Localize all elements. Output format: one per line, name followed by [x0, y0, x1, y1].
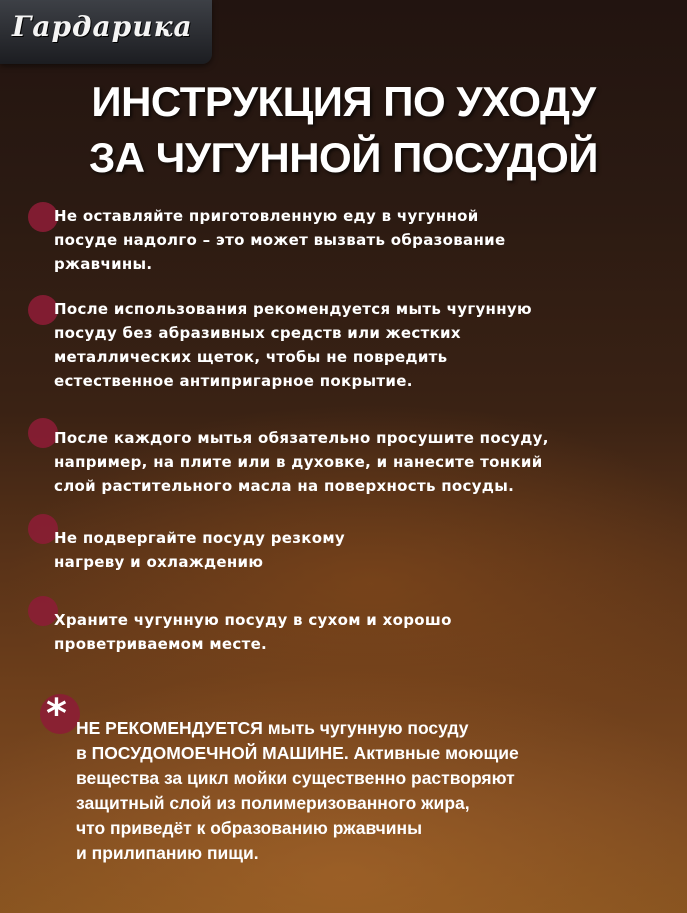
care-tip-line: например, на плите или в духовке, и нанесите тонкий: [54, 453, 543, 471]
dishwasher-warning: [76, 716, 676, 866]
warning-line: что приведёт к образованию ржавчины: [76, 818, 423, 838]
care-tip-line: слой растительного масла на поверхность посуды.: [54, 477, 515, 495]
brand-logo-text: Гардарика: [12, 10, 193, 43]
care-tip-line: После каждого мытья обязательно просушите посуду,: [54, 429, 549, 447]
page-title-line-1: ИНСТРУКЦИЯ ПО УХОДУ: [91, 78, 596, 125]
warning-line: вещества за цикл мойки существенно растворяют: [76, 768, 515, 788]
page-title-line-2: ЗА ЧУГУННОЙ ПОСУДОЙ: [89, 134, 598, 181]
care-tip-line: Не оставляйте приготовленную еду в чугунной: [54, 207, 479, 225]
care-tip-line: проветриваемом месте.: [54, 635, 268, 653]
care-tip-line: Не подвергайте посуду резкому: [54, 529, 345, 547]
care-tip: [54, 426, 654, 498]
care-tip-line: металлических щеток, чтобы не повредить: [54, 348, 448, 366]
care-tip: [54, 204, 654, 276]
care-tip: [54, 608, 654, 656]
warning-line: и прилипанию пищи.: [76, 843, 259, 863]
care-tip-line: посуде надолго – это может вызвать образование: [54, 231, 506, 249]
warning-line: НЕ РЕКОМЕНДУЕТСЯ мыть чугунную посуду: [76, 718, 469, 738]
brand-logo: [0, 0, 212, 64]
care-tip: [54, 297, 654, 393]
care-tip: [54, 526, 654, 574]
warning-line: защитный слой из полимеризованного жира,: [76, 793, 470, 813]
page-title: [0, 74, 687, 186]
asterisk-icon: *: [46, 691, 67, 737]
care-tip-line: После использования рекомендуется мыть чугунную: [54, 300, 532, 318]
care-tip-line: Храните чугунную посуду в сухом и хорошо: [54, 611, 452, 629]
care-tip-line: нагреву и охлаждению: [54, 553, 264, 571]
care-tip-line: ржавчины.: [54, 255, 153, 273]
care-tip-line: посуду без абразивных средств или жестких: [54, 324, 461, 342]
warning-line: в ПОСУДОМОЕЧНОЙ МАШИНЕ. Активные моющие: [76, 743, 519, 763]
care-tip-line: естественное антипригарное покрытие.: [54, 372, 413, 390]
